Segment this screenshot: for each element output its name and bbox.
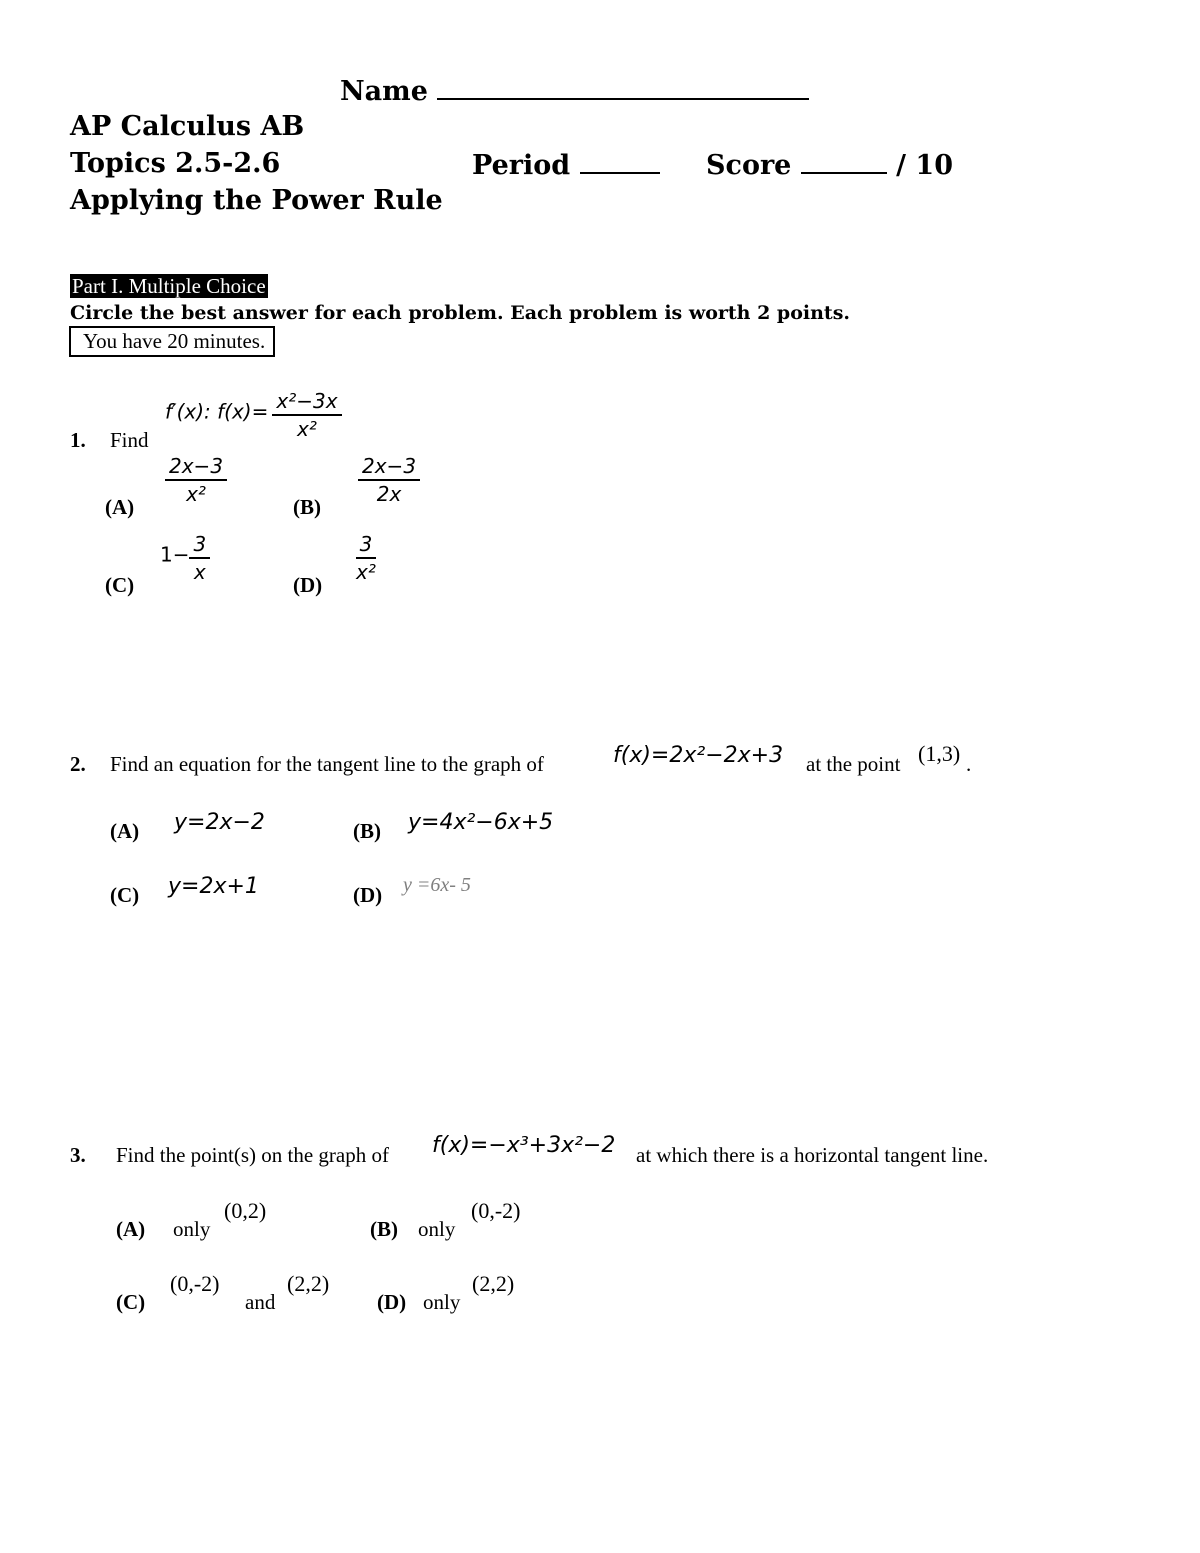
q1-choice-d[interactable]: $\frac{3}{\text{x²}}$ [356,532,376,584]
q2-mid: at the point [806,752,901,776]
period-label: Period [472,150,571,181]
q2-function: f(x)=2x²−2x+3 [613,743,784,768]
period-line [472,150,660,179]
score-label: Score [706,150,792,181]
part-heading [70,274,268,299]
q2-end: . [966,752,972,776]
q1-frac-den: x² [297,417,317,441]
q1-choice-a[interactable]: $\frac{2x-3}{\text{x²}}$ [165,455,227,505]
q3-function: f(x)=−x³+3x²−2 [432,1133,616,1158]
q1-expression [165,390,342,440]
q2-choice-d[interactable]: y =6x- 5 [403,874,471,896]
q3-prompt: Find the point(s) on the graph of [116,1143,389,1167]
q1-choice-d-label[interactable]: (D) [293,573,323,597]
time-notice-box [69,329,275,354]
q3-choice-b-label[interactable]: (B) [370,1217,398,1241]
q3-choice-d[interactable]: (2,2) [472,1271,515,1296]
q3-choice-a[interactable]: (0,2) [224,1198,267,1223]
q3-end: at which there is a horizontal tangent line. [636,1143,989,1167]
q1-choice-b-label[interactable]: (B) [293,495,321,519]
q1-choice-b[interactable]: $\frac{2x-3}{2x}$ [358,455,420,505]
q1-choice-c[interactable]: 1− $\frac{3}{x}$ [160,533,210,583]
score-total: / 10 [896,150,954,181]
q1-prompt: Find [110,428,149,452]
time-notice: You have 20 minutes. [69,326,275,357]
name-label: Name [340,76,428,107]
score-line [706,150,953,179]
q2-number: 2. [70,752,86,776]
q2-choice-b-label[interactable]: (B) [353,819,381,843]
q2-prompt: Find an equation for the tangent line to the graph of [110,752,544,776]
q2-choice-d-label[interactable]: (D) [353,883,383,907]
instructions: Circle the best answer for each problem. Each problem is worth 2 points. [70,302,851,324]
score-blank[interactable] [801,150,887,174]
topics-title: Topics 2.5-2.6 [70,148,281,179]
q3-number: 3. [70,1143,86,1167]
q2-choice-c-label[interactable]: (C) [110,883,140,907]
q1-math-lhs: f′(x): f(x)= [165,399,269,424]
period-blank[interactable] [580,150,660,174]
q2-point: (1,3) [918,741,961,766]
q3-choice-b-only: only [418,1217,456,1241]
q2-choice-a[interactable]: y=2x−2 [174,810,265,835]
q1-choice-c-label[interactable]: (C) [105,573,135,597]
q2-choice-b[interactable]: y=4x²−6x+5 [408,810,554,835]
course-title: AP Calculus AB [70,111,305,142]
q3-choice-d-only: only [423,1290,461,1314]
name-line [340,76,809,105]
q1-frac-num: x²−3x [272,390,341,416]
q3-choice-c-point1[interactable]: (0,-2) [170,1271,220,1296]
q3-choice-a-only: only [173,1217,211,1241]
q3-choice-c-point2[interactable]: (2,2) [287,1271,330,1296]
q3-choice-d-label[interactable]: (D) [377,1290,407,1314]
worksheet-title: Applying the Power Rule [70,185,443,216]
q3-choice-b[interactable]: (0,-2) [471,1198,521,1223]
q2-choice-c[interactable]: y=2x+1 [168,874,259,899]
q1-choice-a-label[interactable]: (A) [105,495,135,519]
q2-choice-a-label[interactable]: (A) [110,819,140,843]
q3-choice-c-label[interactable]: (C) [116,1290,146,1314]
part-label: Part I. Multiple Choice [72,274,266,298]
name-blank[interactable] [437,76,809,100]
q1-number: 1. [70,428,86,452]
q3-choice-a-label[interactable]: (A) [116,1217,146,1241]
q3-choice-c-and: and [245,1290,276,1314]
